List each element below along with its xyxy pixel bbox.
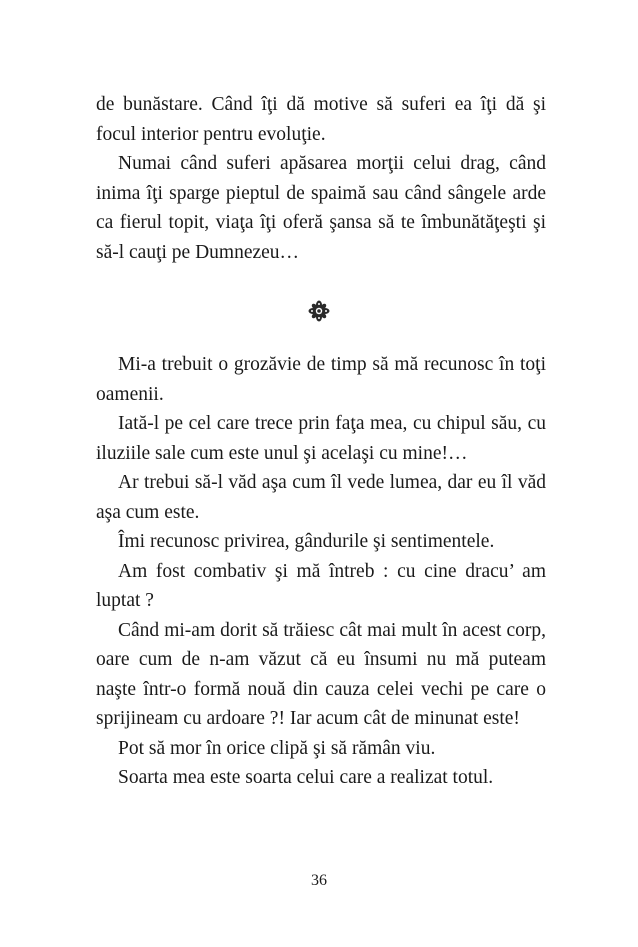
bottom-text-block [96,350,546,793]
floral-ornament-icon [307,299,331,323]
paragraph: Când mi-am dorit să trăiesc cât mai mult în acest corp, oare cum de n-am văzut că eu însumi nu mă puteam naşte într-o formă nouă din cauza celei vechi pe care o sprijineam cu ardoare ?! Iar acum cât de minunat este! [96,619,546,729]
page-number: 36 [311,872,327,889]
paragraph: Îmi recunosc privirea, gândurile şi sentimentele. [118,531,495,552]
top-text-block [96,90,546,267]
paragraph: Pot să mor în orice clipă şi să rămân viu. [118,737,436,759]
paragraph: Numai când suferi apăsarea morţii celui drag, când inima îţi sparge pieptul de spaimă sau când sângele arde ca fierul topit, viaţa îţi oferă şansa să te îmbunătăţeşti şi să-l cauţi pe Dumnezeu… [96,153,546,263]
paragraph: Mi-a trebuit o grozăvie de timp să mă recunosc în toţi oamenii. [96,354,546,405]
paragraph: Iată-l pe cel care trece prin faţa mea, cu chipul său, cu iluziile sale cum este unul şi acelaşi cu mine!… [96,413,546,464]
paragraph: Soarta mea este soarta celui care a realizat totul. [118,767,494,788]
paragraph: Ar trebui să-l văd aşa cum îl vede lumea, dar eu îl văd aşa cum este. [96,472,546,523]
paragraph-continuation: de bunăstare. Când îţi dă motive să suferi ea îţi dă şi focul interior pentru evoluţie. [96,94,546,145]
paragraph: Am fost combativ şi mă întreb : cu cine dracu’ am luptat ? [96,560,546,611]
